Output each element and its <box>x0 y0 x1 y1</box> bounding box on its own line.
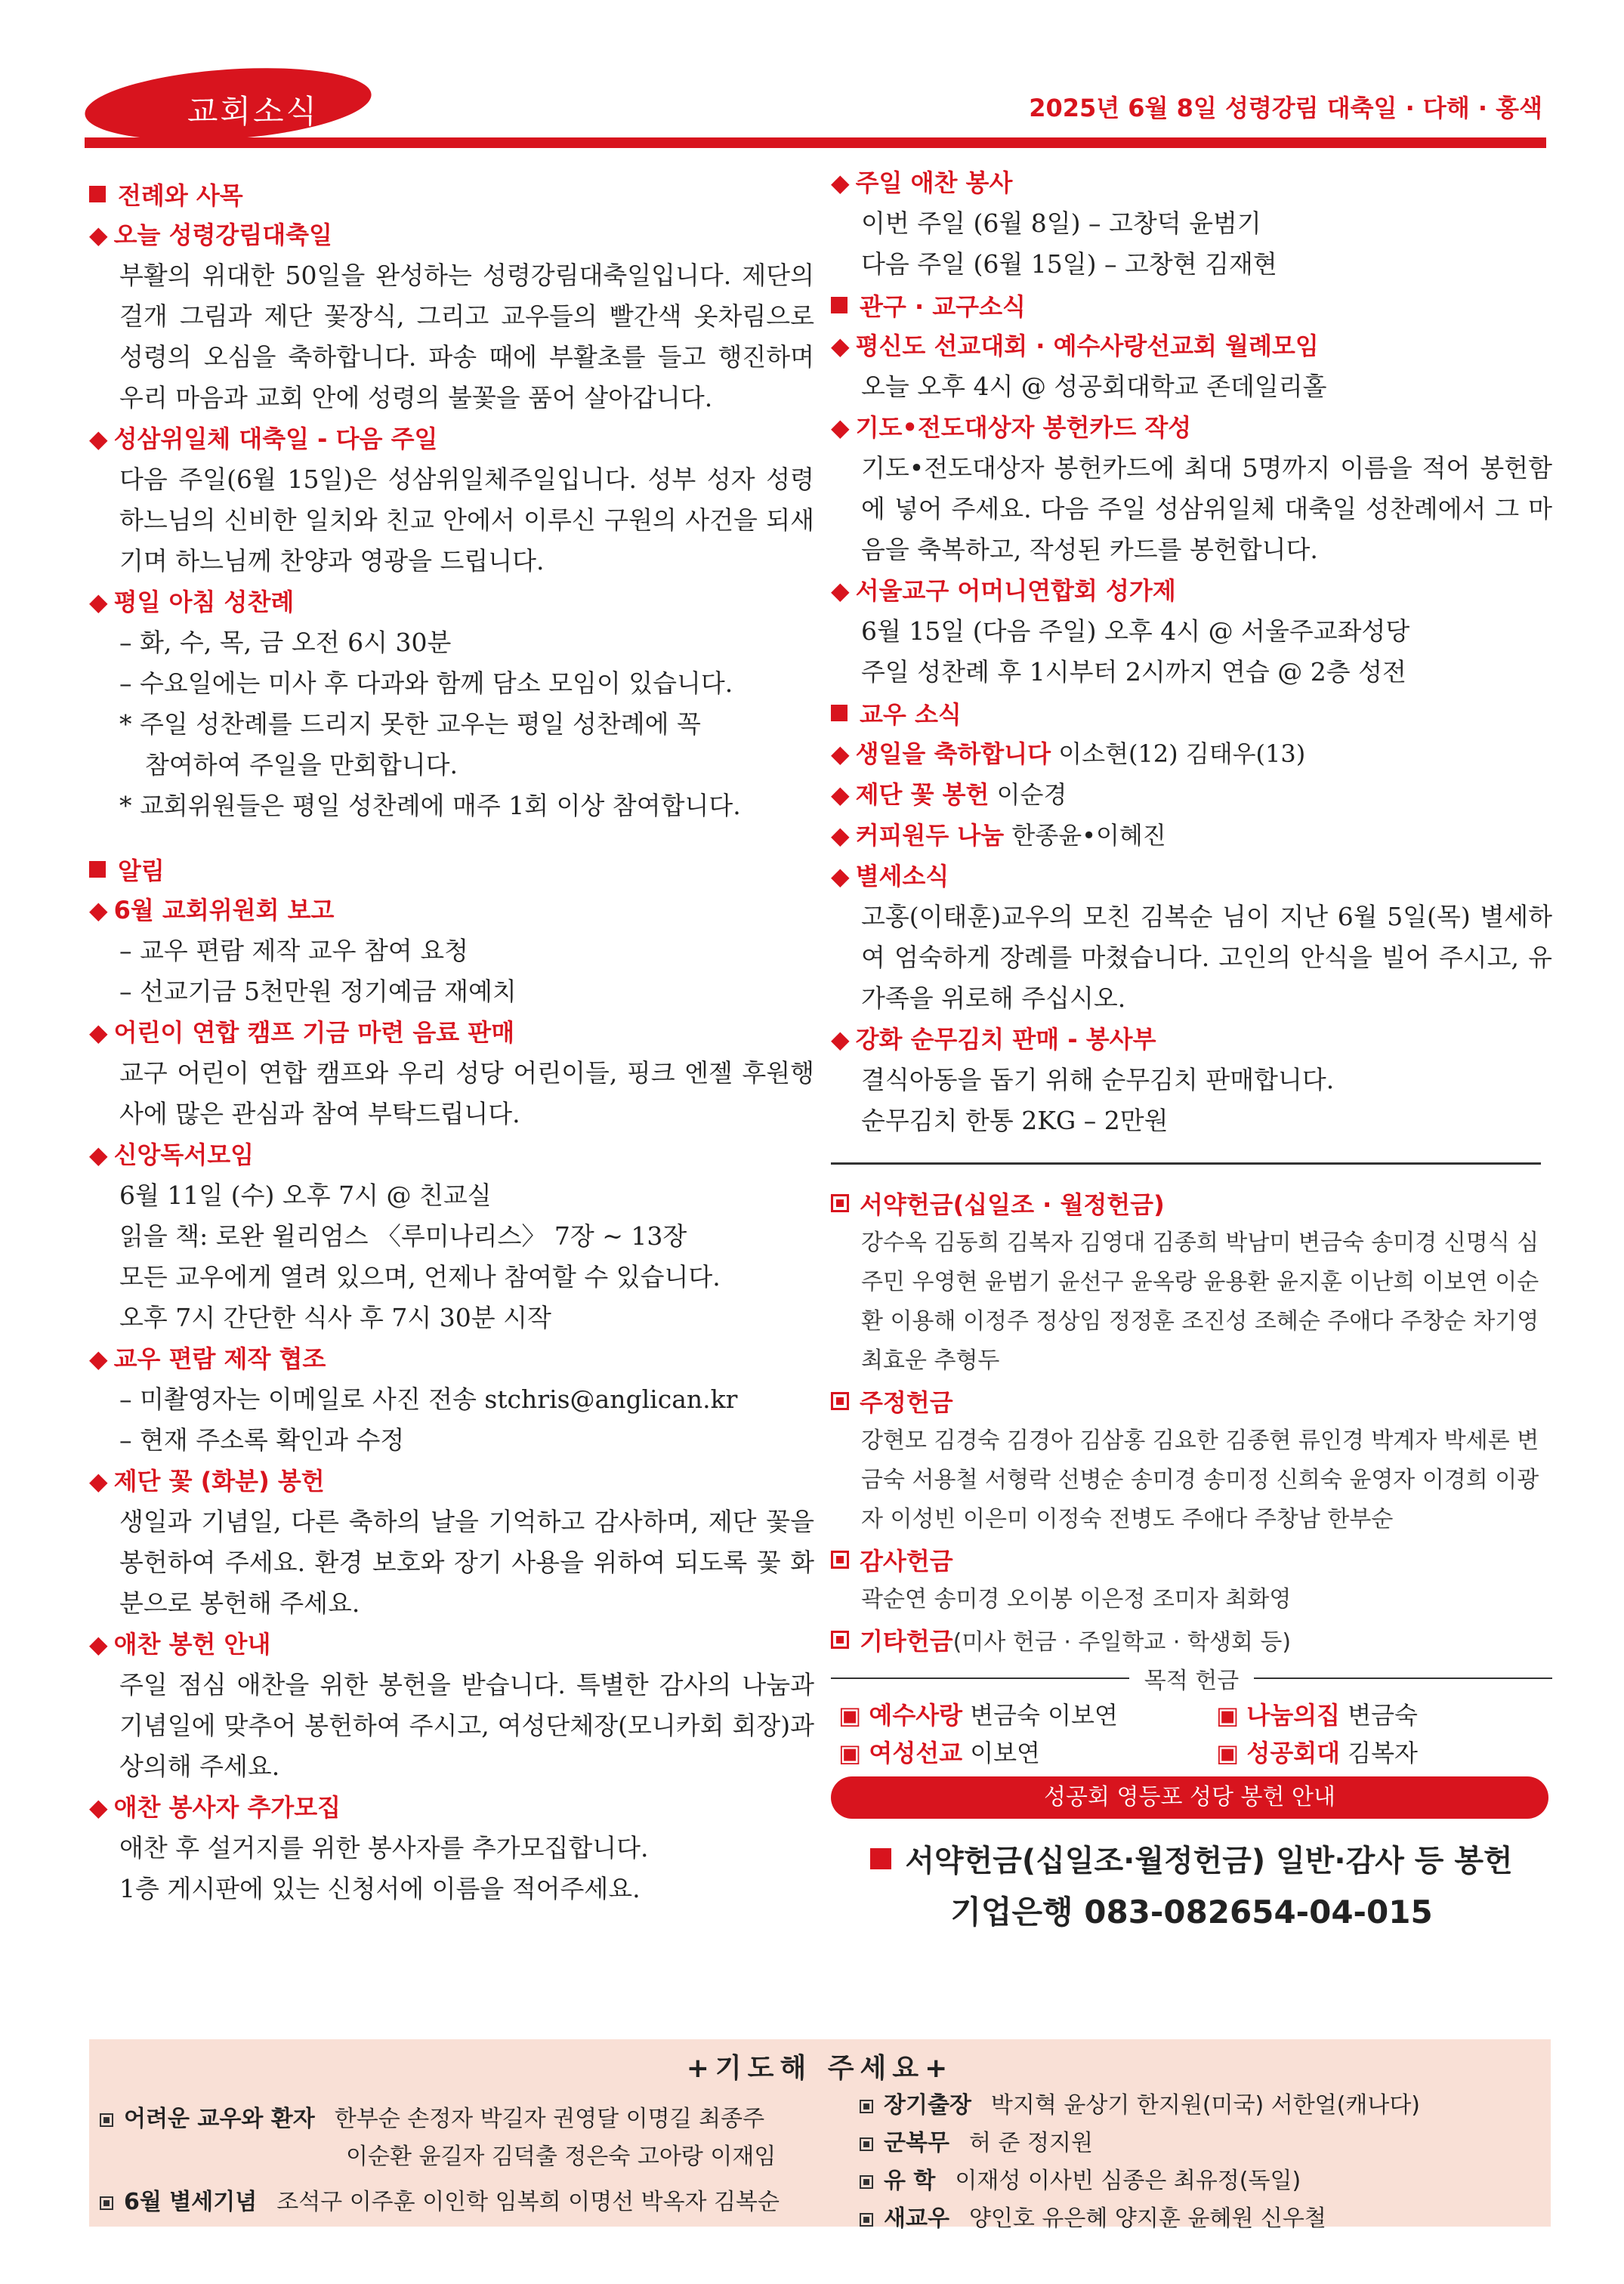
boxed-square-icon <box>831 1392 849 1410</box>
item-title: ◆ 애찬 봉헌 안내 <box>89 1630 271 1659</box>
item-title: ◆ 성삼위일체 대축일 - 다음 주일 <box>89 424 438 453</box>
item-text: 6월 15일 (다음 주일) 오후 4시 @ 서울주교좌성당 주일 성찬례 후 1시부터 2시까지 연습 @ 2층 성전 <box>861 616 1410 687</box>
diamond-icon: ◆ <box>89 896 108 924</box>
prayer-row-travel: 장기출장 박지혁 윤상기 한지원(미국) 서한얼(캐나다) <box>860 2086 1420 2119</box>
prayer-row-new: 새교우 양인호 유은혜 양지훈 윤혜원 신우철 <box>860 2199 1326 2233</box>
square-icon <box>89 861 106 878</box>
diamond-icon: ◆ <box>89 1018 108 1047</box>
offering-heading-other: 기타헌금 (미사 헌금 · 주일학교 · 학생회 등) <box>831 1619 1552 1660</box>
section-label: 교회소식 <box>187 93 320 130</box>
boxed-square-icon <box>860 2213 873 2227</box>
diamond-icon: ◆ <box>831 332 850 360</box>
square-icon <box>831 705 848 721</box>
prayer-row-study: 유 학 이재성 이사빈 심종은 최유정(독일) <box>860 2162 1301 2195</box>
item-text: 이번 주일 (6월 8일) – 고창덕 윤범기 다음 주일 (6월 15일) – 고창현 김재현 <box>861 208 1277 279</box>
item-title: ◆ 신앙독서모임 <box>89 1140 255 1169</box>
boxed-square-icon: ▣ <box>838 1739 869 1767</box>
item-title: ◆ 평일 아침 성찬례 <box>89 588 295 616</box>
purpose-offering-grid <box>831 1696 1552 1772</box>
diamond-icon: ◆ <box>89 1630 108 1659</box>
header-date: 2025년 6월 8일 성령강림 대축일 · 다해 · 홍색 <box>1029 94 1542 122</box>
item-text: – 미촬영자는 이메일로 사진 전송 stchris@anglican.kr – 현재 주소록 확인과 수정 <box>119 1384 738 1455</box>
purpose-item: ▣ 나눔의집 변금숙 <box>1216 1701 1418 1730</box>
item-text: 생일과 기념일, 다른 축하의 날을 기억하고 감사하며, 제단 꽃을 봉헌하여 주세요. 환경 보호와 장기 사용을 위하여 되도록 꽃 화분으로 봉헌해 주세요. <box>119 1507 814 1618</box>
item-title: ◆ 제단 꽃 (화분) 봉헌 <box>89 1467 325 1495</box>
diamond-icon: ◆ <box>831 862 850 890</box>
item-title: ◆ 생일을 축하합니다 이소현(12) 김태우(13) <box>831 739 1306 768</box>
diamond-icon: ◆ <box>831 576 850 605</box>
prayer-row-memorial: 6월 별세기념 조석구 이주훈 이인학 임복희 이명선 박옥자 김복순 <box>100 2183 780 2216</box>
right-column <box>831 162 1552 1933</box>
item-text: 다음 주일(6월 15일)은 성삼위일체주일입니다. 성부 성자 성령 하느님의 신비한 일치와 친교 안에서 이루신 구원의 사건을 되새기며 하느님께 찬양과 영광을 드립니다. <box>119 465 814 576</box>
diamond-icon: ◆ <box>831 1025 850 1054</box>
diamond-icon: ◆ <box>89 1140 108 1169</box>
item-text: 교구 어린이 연합 캠프와 우리 성당 어린이들, 핑크 엔젤 후원행사에 많은 관심과 참여 부탁드립니다. <box>119 1058 814 1128</box>
diamond-icon: ◆ <box>831 780 850 809</box>
item-text: 결식아동을 돕기 위해 순무김치 판매합니다. 순무김치 한통 2KG – 2만원 <box>861 1065 1335 1135</box>
diamond-icon: ◆ <box>89 1793 108 1822</box>
item-title: ◆ 기도•전도대상자 봉헌카드 작성 <box>831 413 1192 442</box>
boxed-square-icon: ▣ <box>838 1701 869 1730</box>
item-title: ◆ 교우 편람 제작 협조 <box>89 1344 326 1373</box>
diamond-icon: ◆ <box>89 588 108 616</box>
divider <box>831 1162 1541 1165</box>
boxed-square-icon <box>831 1631 849 1649</box>
item-text: 주일 점심 애찬을 위한 봉헌을 받습니다. 특별한 감사의 나눔과 기념일에 맞추어 봉헌하여 주시고, 여성단체장(모니카회 회장)과 상의해 주세요. <box>119 1670 814 1781</box>
purpose-item: ▣ 성공회대 김복자 <box>1216 1739 1418 1767</box>
purpose-item: ▣ 예수사랑 변금숙 이보연 <box>838 1701 1118 1730</box>
item-title: ◆ 애찬 봉사자 추가모집 <box>89 1793 341 1822</box>
section-heading-liturgy: 전례와 사목 <box>89 174 814 215</box>
section-heading-members: 교우 소식 <box>831 693 1552 733</box>
item-text: 애찬 후 설거지를 위한 봉사자를 추가모집합니다. 1층 게시판에 있는 신청서에 이름을 적어주세요. <box>119 1833 649 1903</box>
boxed-square-icon <box>100 2113 113 2127</box>
diamond-icon: ◆ <box>89 1467 108 1495</box>
boxed-square-icon <box>860 2175 873 2189</box>
diamond-icon: ◆ <box>831 413 850 442</box>
item-title: ◆ 어린이 연합 캠프 기금 마련 음료 판매 <box>89 1018 515 1047</box>
header-rule <box>85 137 1546 148</box>
boxed-square-icon <box>100 2196 113 2210</box>
offering-names: 곽순연 송미경 오이봉 이은정 조미자 최화영 <box>861 1586 1292 1613</box>
item-text: 6월 11일 (수) 오후 7시 @ 친교실 읽을 책: 로완 윌리엄스 〈루미나리스〉 7장 ~ 13장 모든 교우에게 열려 있으며, 언제나 참여할 수 있습니다. 오후 7시 간단한 식사 후 7시 30분 시작 <box>119 1181 721 1332</box>
purpose-divider: 목적 헌금 <box>831 1660 1552 1696</box>
boxed-square-icon: ▣ <box>1216 1739 1247 1767</box>
section-heading-notice: 알림 <box>89 849 814 890</box>
prayer-row-sick-2: 이순환 윤길자 김덕출 정은숙 고아랑 이재임 <box>346 2144 776 2170</box>
diamond-icon: ◆ <box>89 1344 108 1373</box>
diamond-icon: ◆ <box>831 739 850 768</box>
diamond-icon: ◆ <box>89 221 108 249</box>
boxed-square-icon <box>831 1551 849 1569</box>
offering-names: 강수옥 김동희 김복자 김영대 김종희 박남미 변금숙 송미경 신명식 심주민 우영현 윤범기 윤선구 윤옥랑 윤용환 윤지훈 이난희 이보연 이순환 이용해 이정주 정상임 정정훈 조진성 조혜순 주애다 주창순 차기영 최효운 추형두 <box>861 1230 1539 1374</box>
item-text: 부활의 위대한 50일을 완성하는 성령강림대축일입니다. 제단의 걸개 그림과 제단 꽃장식, 그리고 교우들의 빨간색 옷차림으로 성령의 오심을 축하합니다. 파송 때에 부활초를 들고 행진하며 우리 마음과 교회 안에 성령의 불꽃을 품어 살아갑니다. <box>119 261 814 412</box>
item-title: ◆ 제단 꽃 봉헌 이순경 <box>831 780 1067 809</box>
bank-line-1: 서약헌금(십일조·월정헌금) 일반·감사 등 봉헌 <box>831 1837 1552 1880</box>
section-heading-diocese: 관구 · 교구소식 <box>831 285 1552 326</box>
left-column <box>89 174 814 1909</box>
square-icon <box>89 186 106 202</box>
offering-heading-weekly: 주정헌금 <box>831 1381 1552 1421</box>
boxed-square-icon <box>860 2137 873 2151</box>
boxed-square-icon: ▣ <box>1216 1701 1247 1730</box>
item-text: – 교우 편람 제작 교우 참여 요청 – 선교기금 5천만원 정기예금 재예치 <box>119 936 517 1006</box>
square-icon <box>831 297 848 313</box>
purpose-item: ▣ 여성선교 이보연 <box>838 1739 1040 1767</box>
item-title: ◆ 6월 교회위원회 보고 <box>89 896 335 924</box>
item-title: ◆ 서울교구 어머니연합회 성가제 <box>831 576 1176 605</box>
prayer-title: +기도해 주세요+ <box>686 2053 954 2084</box>
bank-account: 기업은행 083-082654-04-015 <box>950 1894 1433 1931</box>
diamond-icon: ◆ <box>831 821 850 850</box>
diamond-icon: ◆ <box>89 424 108 453</box>
item-title: ◆ 커피원두 나눔 한종윤•이혜진 <box>831 821 1166 850</box>
item-text: – 화, 수, 목, 금 오전 6시 30분 – 수요일에는 미사 후 다과와 함께 담소 모임이 있습니다. * 주일 성찬례를 드리지 못한 교우는 평일 성찬례에 꼭 참여하여 주일을 만회합니다. * 교회위원들은 평일 성찬례에 매주 1회 이상 참여합니다. <box>119 628 741 820</box>
offering-names: 강현모 김경숙 김경아 김삼홍 김요한 김종현 류인경 박계자 박세론 변금숙 서용철 서형락 선병순 송미경 송미정 신희숙 윤영자 이경희 이광자 이성빈 이은미 이정숙 전병도 주애다 주창남 한부순 <box>861 1428 1539 1532</box>
item-title: ◆ 강화 순무김치 판매 - 봉사부 <box>831 1025 1156 1054</box>
offering-info-pill: 성공회 영등포 성당 봉헌 안내 <box>831 1776 1548 1819</box>
item-text: 오늘 오후 4시 @ 성공회대학교 존데일리홀 <box>861 372 1327 401</box>
prayer-row-military: 군복무 허 준 정지원 <box>860 2124 1093 2157</box>
prayer-box <box>89 2039 1551 2232</box>
item-title: ◆ 별세소식 <box>831 862 949 890</box>
item-title: ◆ 주일 애찬 봉사 <box>831 168 1013 197</box>
prayer-row-sick: 어려운 교우와 환자 한부순 손정자 박길자 권영달 이명길 최종주 <box>100 2100 764 2133</box>
item-title: ◆ 평신도 선교대회 · 예수사랑선교회 월례모임 <box>831 332 1319 360</box>
item-text: 고홍(이태훈)교우의 모친 김복순 님이 지난 6월 5일(목) 별세하여 엄숙하게 장례를 마쳤습니다. 고인의 안식을 빌어 주시고, 유가족을 위로해 주십시오. <box>861 902 1552 1013</box>
square-icon <box>870 1848 891 1869</box>
boxed-square-icon <box>831 1194 849 1212</box>
diamond-icon: ◆ <box>831 168 850 197</box>
item-title: ◆ 오늘 성령강림대축일 <box>89 221 332 249</box>
offering-heading-tithe: 서약헌금(십일조 · 월정헌금) <box>831 1183 1552 1224</box>
item-text: 기도•전도대상자 봉헌카드에 최대 5명까지 이름을 적어 봉헌함에 넣어 주세요. 다음 주일 성삼위일체 대축일 성찬례에서 그 마음을 축복하고, 작성된 카드를 봉헌합니다. <box>861 453 1552 564</box>
offering-heading-thanks: 감사헌금 <box>831 1539 1552 1580</box>
boxed-square-icon <box>860 2100 873 2113</box>
